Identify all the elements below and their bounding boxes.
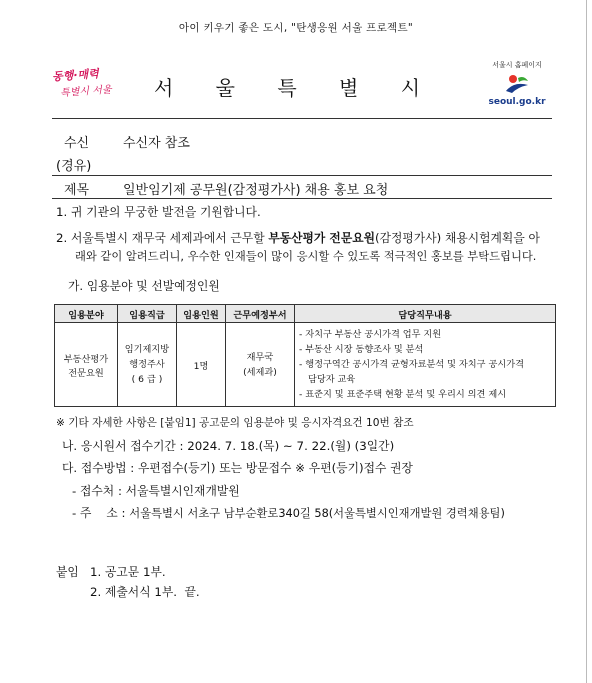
header-duties: 담당직무내용 [295,305,556,323]
address-label: - 주 소 : [72,506,126,520]
via-divider [52,175,552,176]
cell-dept [226,323,295,407]
paragraph-2-line2: 래와 같이 알려드리니, 우수한 인재들이 많이 응시할 수 있도록 적극적인 홍보를 부탁드립니다. [75,250,537,263]
grade-line: ( 6 급 ) [131,374,163,385]
via-label: (경유) [56,159,92,174]
cell-count: 1명 [177,323,226,407]
header-dept: 근무예정부서 [226,305,295,323]
table-header-row [55,305,556,323]
section-ga-heading: 가. 임용분야 및 선발예정인원 [68,279,220,293]
cell-grade [118,323,177,407]
attachment-label: 붙임 [56,565,79,579]
slogan: 아이 키우기 좋은 도시, "탄생응원 서울 프로젝트" [178,22,414,34]
field-line: 전문요원 [68,367,104,379]
duty-item: 담당자 교육 [308,374,356,385]
section-na: 나. 응시원서 접수기간 : 2024. 7. 18.(목) ~ 7. 22.(월) (3일간) [62,439,395,453]
section-da: 다. 접수방법 : 우편접수(등기) 또는 방문접수 ※ 우편(등기)접수 권장 [62,461,413,475]
cell-field [55,323,118,407]
subject-value: 일반임기제 공무원(감정평가사) 채용 홍보 요청 [123,183,389,198]
table-row [55,323,556,407]
address-line [72,503,505,524]
attachment-item-2: 2. 제출서식 1부. 끝. [90,585,200,599]
header-divider [52,118,552,119]
grade-line: 임기제지방 [124,344,170,355]
duty-item: - 행정구역간 공시가격 균형자료분석 및 자치구 공시가격 [299,359,524,370]
paragraph-2-bold: 부동산평가 전문요원 [268,231,376,245]
paragraph-2-prefix: 2. 서울특별시 재무국 세제과에서 근무할 [56,231,269,245]
paragraph-2-suffix: (감정평가사) 채용시험계획을 아 [375,231,540,245]
subject-label: 제목 [64,183,90,198]
reference-note: ※ 기타 자세한 사항은 [붙임1] 공고문의 임용분야 및 응시자격요건 10번 참조 [56,417,414,429]
logo-text-line2: 특별시 서울 [59,84,112,100]
field-line: 부동산평가 [63,353,109,365]
duty-item: - 부동산 시장 동향조사 및 분석 [299,344,424,355]
reception-place: - 접수처 : 서울특별시인재개발원 [72,484,240,498]
homepage-domain: seoul.go.kr [488,97,546,107]
dept-line: 재무국 [246,351,274,363]
seoul-symbol-icon [504,73,530,95]
logo-text-line1: 동행·매력 [51,67,100,84]
recipient-value: 수신자 참조 [123,136,190,151]
grade-line: 행정주사 [129,359,165,370]
header-field: 임용분야 [55,305,118,323]
duty-item: - 자치구 부동산 공시가격 업무 지원 [299,329,442,340]
subject-divider [52,198,552,199]
address-value: 서울특별시 서초구 남부순환로340길 58(서울특별시인재개발원 경력채용팀) [129,507,505,520]
attachment-item-1: 1. 공고문 1부. [90,565,166,579]
page-edge [586,0,587,683]
recruitment-table [54,304,556,407]
duty-item: - 표준지 및 표준주택 현황 분석 및 우리시 의견 제시 [299,389,507,400]
header-grade: 임용직급 [118,305,177,323]
seoul-homepage-logo [482,60,552,107]
paragraph-1: 1. 귀 기관의 무궁한 발전을 기원합니다. [56,205,261,219]
recipient-label: 수신 [64,136,90,151]
header-count: 임용인원 [177,305,226,323]
homepage-caption: 서울시 홈페이지 [492,61,542,69]
cell-duties [295,323,556,407]
dept-line: (세제과) [243,366,277,378]
org-title: 서 울 특 별 시 [153,76,439,100]
